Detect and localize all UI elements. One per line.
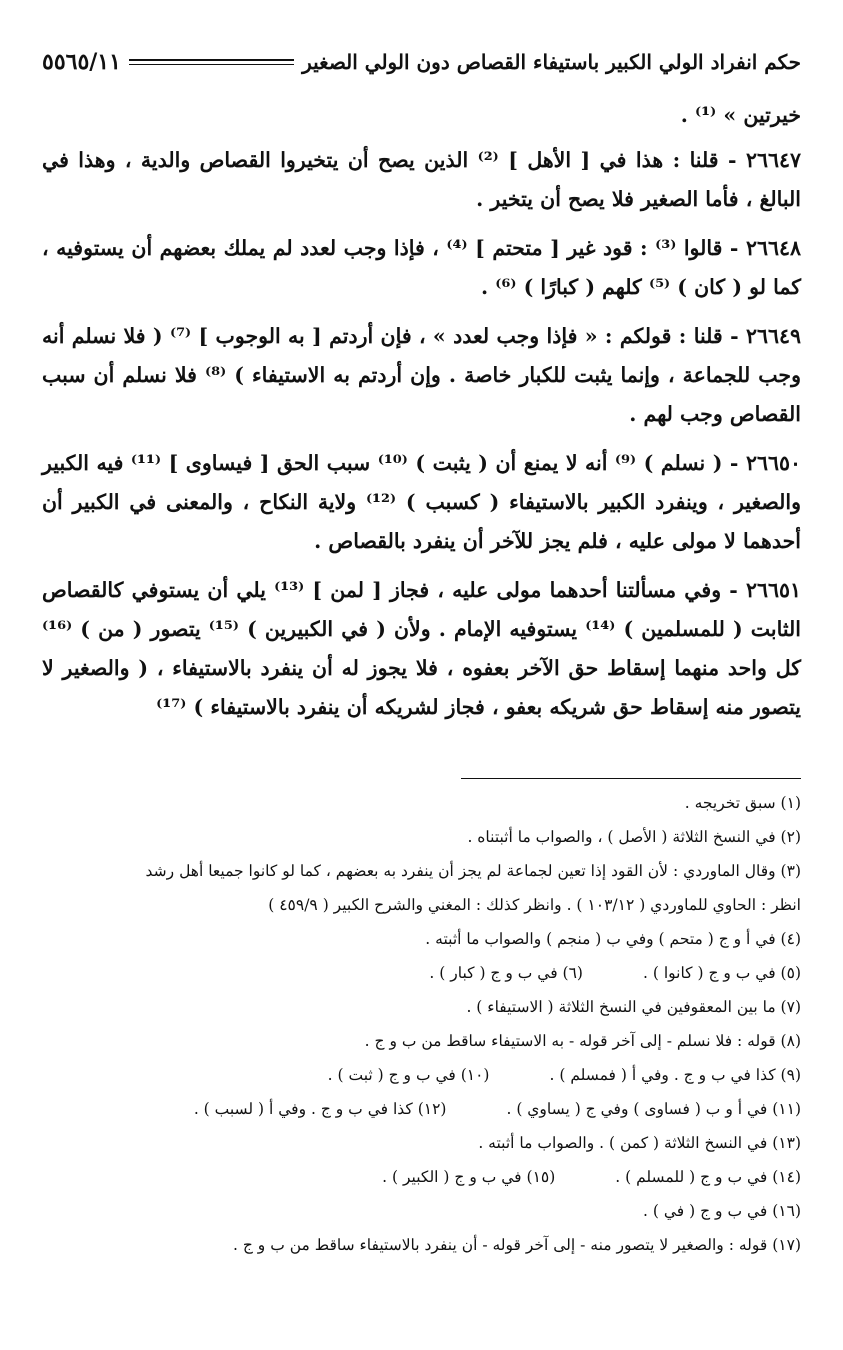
footnote-row (42, 1058, 801, 1092)
footnote-row (42, 1160, 801, 1194)
footnote: (٥) في ب و ج ( كانوا ) . (642, 964, 801, 982)
paragraph: ٢٦٦٥١ - وفي مسألتنا أحدهما مولى عليه ، فجاز [ لمن ] ⁽¹³⁾ يلي أن يستوفي كالقصاص الثابت ( للمسلمين ) ⁽¹⁴⁾ يستوفيه الإمام . ولأن ( في الكبيرين ) ⁽¹⁵⁾ يتصور ( من ) ⁽¹⁶⁾ كل واحد منهما إسقاط حق الآخر بعفوه ، فلا يجوز له أن ينفرد بالاستيفاء ، ( والصغير لا يتصور منه إسقاط حق شريكه بعفو ، فجاز لشريكه أن ينفرد بالاستيفاء ) ⁽¹⁷⁾ (42, 578, 801, 719)
footnote: (٨) قوله : فلا نسلم - إلى آخر قوله - به الاستيفاء ساقط من ب و ج . (364, 1032, 801, 1050)
footnote-row (42, 1092, 801, 1126)
footnote: (١٦) في ب و ج ( في ) . (643, 1202, 801, 1220)
header-title: حكم انفراد الولي الكبير باستيفاء القصاص دون الولي الصغير (302, 50, 801, 74)
footnote: (١٠) في ب و ج ( ثبت ) . (327, 1066, 490, 1084)
paragraph: ٢٦٦٥٠ - ( نسلم ) ⁽⁹⁾ أنه لا يمنع أن ( يثبت ) ⁽¹⁰⁾ سبب الحق [ فيساوى ] ⁽¹¹⁾ فيه الكبير والصغير ، وينفرد الكبير بالاستيفاء ( كسبب ) ⁽¹²⁾ ولاية النكاح ، والمعنى في الكبير أن أحدهما لا مولى عليه ، فلم يجز للآخر أن ينفرد بالقصاص . (42, 451, 802, 553)
footnote: (١٢) كذا في ب و ج . وفي أ ( لسبب ) . (193, 1100, 447, 1118)
footnote: (٦) في ب و ج ( كبار ) . (429, 964, 583, 982)
footnote: (٧) ما بين المعقوفين في النسخ الثلاثة ( الاستيفاء ) . (466, 998, 801, 1016)
footnote: (٣) وقال الماوردي : لأن القود إذا تعين لجماعة لم يجز أن ينفرد به بعضهم ، كما لو كانوا جميعا أهل رشد (145, 862, 801, 880)
running-header (42, 42, 801, 82)
footnote: (١١) في أ و ب ( فساوى ) وفي ج ( يساوي ) . (506, 1100, 801, 1118)
header-rule (129, 59, 294, 65)
footnote: (٤) في أ و ج ( متحم ) وفي ب ( منجم ) والصواب ما أثبته . (425, 930, 801, 948)
main-text (42, 96, 801, 737)
paragraph: ٢٦٦٤٨ - قالوا ⁽³⁾ : قود غير [ متحتم ] ⁽⁴⁾ ، فإذا وجب لعدد لم يملك بعضهم أن يستوفيه ، كما لو ( كان ) ⁽⁵⁾ كلهم ( كبارًا ) ⁽⁶⁾ . (42, 236, 801, 299)
footnotes (42, 786, 801, 1262)
footnote-row (42, 956, 801, 990)
footnote: (٩) كذا في ب و ج . وفي أ ( فمسلم ) . (549, 1066, 801, 1084)
footnote: (١٣) في النسخ الثلاثة ( كمن ) . والصواب ما أثبته . (478, 1134, 801, 1152)
paragraph: خيرتين » ⁽¹⁾ . (680, 103, 801, 127)
footnote: (١٤) في ب و ج ( للمسلم ) . (615, 1168, 801, 1186)
footnote: (١٥) في ب و ج ( الكبير ) . (382, 1168, 556, 1186)
paragraph: ٢٦٦٤٧ - قلنا : هذا في [ الأهل ] ⁽²⁾ الذين يصح أن يتخيروا القصاص والدية ، وهذا في البالغ ، فأما الصغير فلا يصح أن يتخير . (42, 148, 801, 211)
footnote: (١) سبق تخريجه . (684, 794, 801, 812)
footnote: (٢) في النسخ الثلاثة ( الأصل ) ، والصواب ما أثبتناه . (467, 828, 801, 846)
paragraph: ٢٦٦٤٩ - قلنا : قولكم : « فإذا وجب لعدد » ، فإن أردتم [ به الوجوب ] ⁽⁷⁾ ( فلا نسلم أنه وجب للجماعة ، وإنما يثبت للكبار خاصة . وإن أردتم به الاستيفاء ) ⁽⁸⁾ فلا نسلم أن سبب القصاص وجب لهم . (42, 324, 801, 426)
page-reference: ٥٥٦٥/١١ (42, 49, 121, 75)
footnote: انظر : الحاوي للماوردي ( ١٠٣/١٢ ) . وانظر كذلك : المغني والشرح الكبير ( ٤٥٩/٩ ) (268, 896, 801, 914)
footnote: (١٧) قوله : والصغير لا يتصور منه - إلى آخر قوله - أن ينفرد بالاستيفاء ساقط من ب و ج . (233, 1236, 801, 1254)
footnote-divider (461, 778, 801, 779)
